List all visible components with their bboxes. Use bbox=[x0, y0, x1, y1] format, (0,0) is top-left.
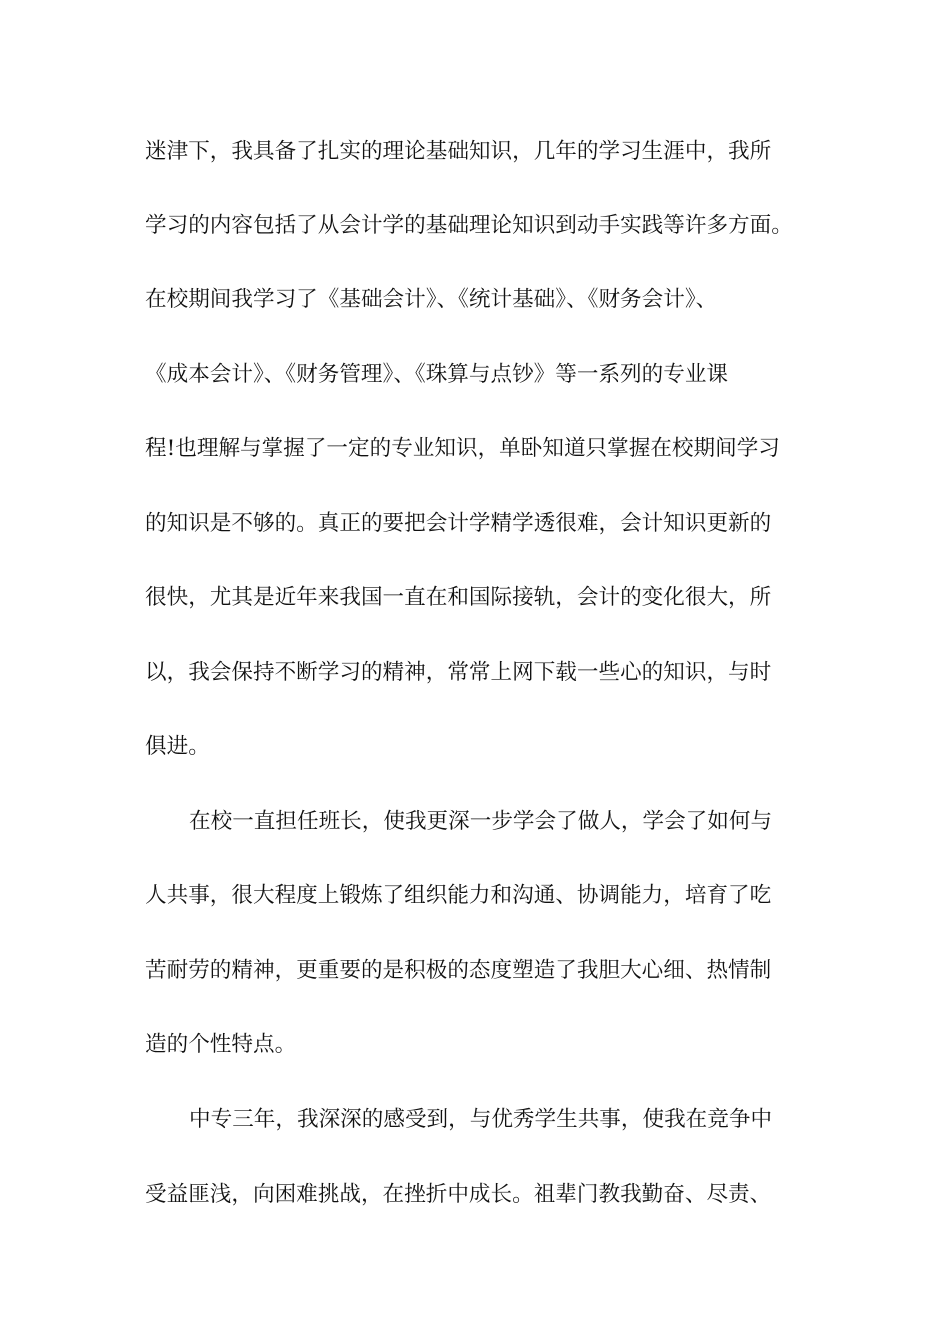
paragraph-line: 以，我会保持不断学习的精神，常常上网下载一些心的知识，与时 bbox=[145, 660, 772, 685]
paragraph-line: 《成本会计》、《财务管理》、《珠算与点钞》等一系列的专业课 bbox=[145, 362, 729, 387]
paragraph-line: 中专三年，我深深的感受到，与优秀学生共事，使我在竞争中 bbox=[189, 1107, 773, 1132]
paragraph-line: 在校期间我学习了《基础会计》、《统计基础》、《财务会计》、 bbox=[145, 287, 718, 312]
paragraph-line: 俱进。 bbox=[145, 734, 210, 759]
paragraph-line: 在校一直担任班长，使我更深一步学会了做人，学会了如何与 bbox=[189, 809, 773, 834]
paragraph-line: 苦耐劳的精神，更重要的是积极的态度塑造了我胆大心细、热情制 bbox=[145, 958, 772, 983]
paragraph-line: 人共事，很大程度上锻炼了组织能力和沟通、协调能力，培育了吃 bbox=[145, 883, 772, 908]
paragraph-line: 迷津下，我具备了扎实的理论基础知识，几年的学习生涯中，我所 bbox=[145, 139, 772, 164]
paragraph-line: 的知识是不够的。真正的要把会计学精学透很难，会计知识更新的 bbox=[145, 511, 772, 536]
paragraph-line: 受益匪浅，向困难挑战，在挫折中成长。祖辈门教我勤奋、尽责、 bbox=[145, 1182, 772, 1207]
paragraph-line: 程!也理解与掌握了一定的专业知识，单卧知道只掌握在校期间学习 bbox=[145, 436, 780, 461]
paragraph-line: 很快，尤其是近年来我国一直在和国际接轨，会计的变化很大，所 bbox=[145, 585, 772, 610]
paragraph-line: 造的个性特点。 bbox=[145, 1032, 297, 1057]
paragraph-line: 学习的内容包括了从会计学的基础理论知识到动手实践等许多方面。 bbox=[145, 213, 793, 238]
